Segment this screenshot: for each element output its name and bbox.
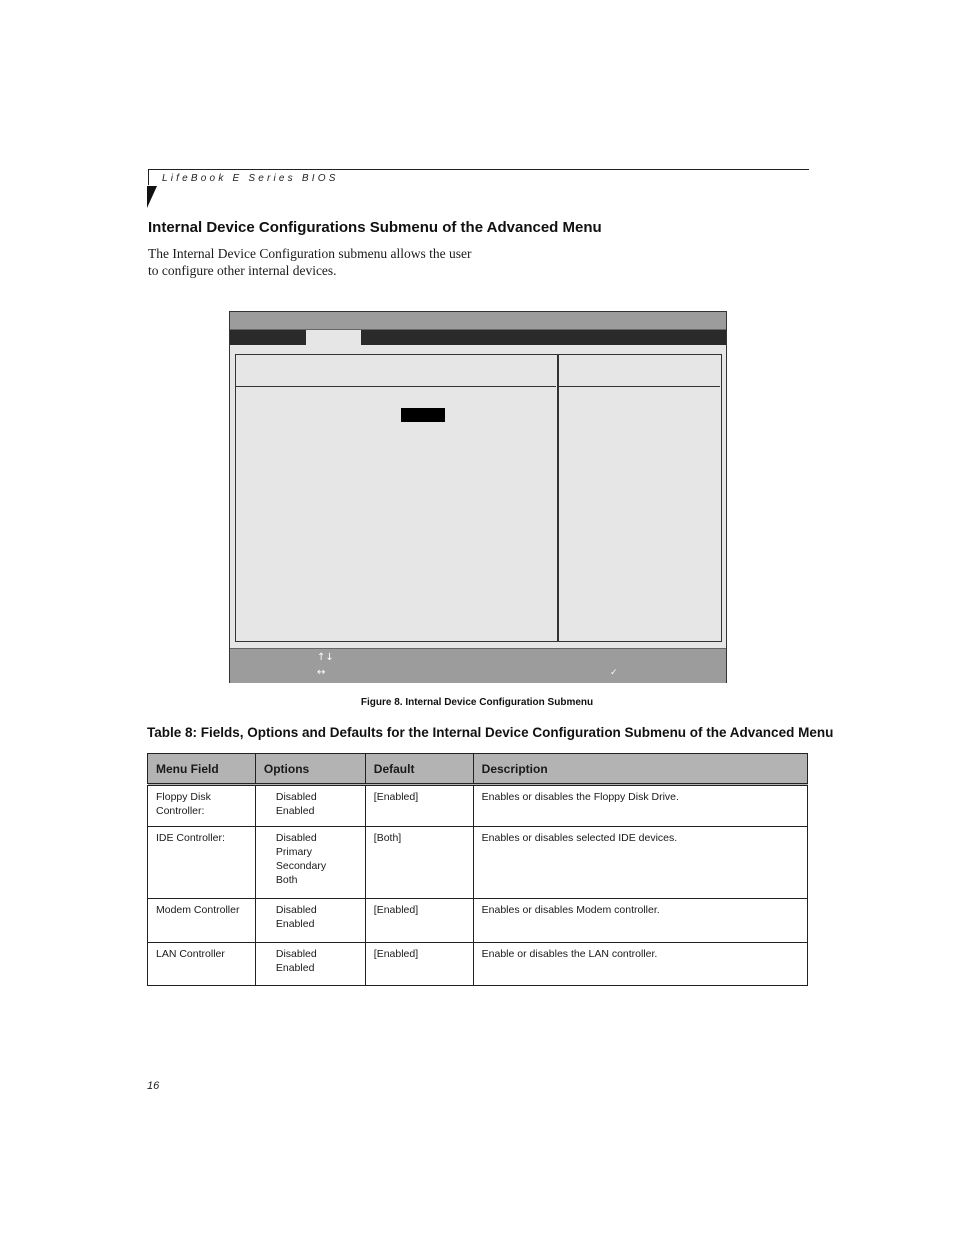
menu-field-cell: Floppy Disk Controller: — [148, 785, 256, 827]
table-row — [148, 899, 808, 943]
default-cell: [Enabled] — [365, 785, 473, 827]
header-rule — [148, 169, 809, 170]
menu-field-cell: IDE Controller: — [148, 827, 256, 899]
default-cell: [Enabled] — [365, 899, 473, 943]
table-header-row — [148, 754, 808, 785]
option-value: Both — [275, 874, 298, 886]
column-header-options: Options — [255, 754, 365, 785]
table-row — [148, 827, 808, 899]
running-header-title: LifeBook E Series BIOS — [162, 173, 339, 184]
options-cell — [255, 827, 365, 899]
header-wedge-mark — [147, 186, 157, 208]
description-cell: Enables or disables Modem controller. — [473, 899, 807, 943]
menu-field-cell: Modem Controller — [148, 899, 256, 943]
option-value: Disabled — [275, 948, 317, 960]
column-header-menu-field: Menu Field — [148, 754, 256, 785]
option-value: Enabled — [275, 805, 315, 817]
options-cell — [255, 899, 365, 943]
leftright-arrows-icon: ↔ — [317, 667, 326, 678]
table-title: Table 8: Fields, Options and Defaults for the Internal Device Configuration Submenu of the Advanced Menu — [147, 725, 834, 740]
option-value: Primary — [275, 846, 313, 858]
option-value: Enabled — [275, 918, 315, 930]
option-value: Disabled — [275, 904, 317, 916]
bios-title-bar — [230, 312, 726, 330]
menu-field-cell: LAN Controller — [148, 943, 256, 986]
default-cell: [Both] — [365, 827, 473, 899]
header-rule-tick — [148, 169, 149, 185]
option-value: Secondary — [275, 860, 327, 872]
intro-paragraph: The Internal Device Configuration submenu allows the user to configure other internal devices. — [148, 246, 472, 278]
option-value: Disabled — [275, 791, 317, 803]
bios-main-panel-header — [235, 354, 556, 387]
bios-menu-bar — [230, 330, 726, 345]
description-cell: Enables or disables the Floppy Disk Drive. — [473, 785, 807, 827]
bios-screen-figure — [229, 311, 727, 683]
fields-options-defaults-table — [147, 753, 808, 986]
bios-help-panel-header — [558, 354, 720, 387]
bios-main-panel — [235, 354, 558, 642]
figure-caption: Figure 8. Internal Device Configuration Submenu — [360, 697, 594, 708]
updown-arrows-icon: ↑↓ — [317, 652, 334, 663]
bios-selected-value-highlight — [401, 408, 445, 422]
option-value: Disabled — [275, 832, 317, 844]
option-value: Enabled — [275, 962, 315, 974]
tick-mark-icon: ✓ — [610, 668, 618, 678]
options-cell — [255, 943, 365, 986]
options-cell — [255, 785, 365, 827]
description-cell: Enable or disables the LAN controller. — [473, 943, 807, 986]
table-row — [148, 943, 808, 986]
column-header-default: Default — [365, 754, 473, 785]
column-header-description: Description — [473, 754, 807, 785]
table-row — [148, 785, 808, 827]
section-heading: Internal Device Configurations Submenu of the Advanced Menu — [148, 219, 602, 236]
bios-help-panel — [558, 354, 722, 642]
default-cell: [Enabled] — [365, 943, 473, 986]
bios-menu-selected-tab — [306, 330, 361, 345]
bios-status-bar — [230, 648, 726, 683]
description-cell: Enables or disables selected IDE devices. — [473, 827, 807, 899]
page-number: 16 — [147, 1080, 160, 1092]
